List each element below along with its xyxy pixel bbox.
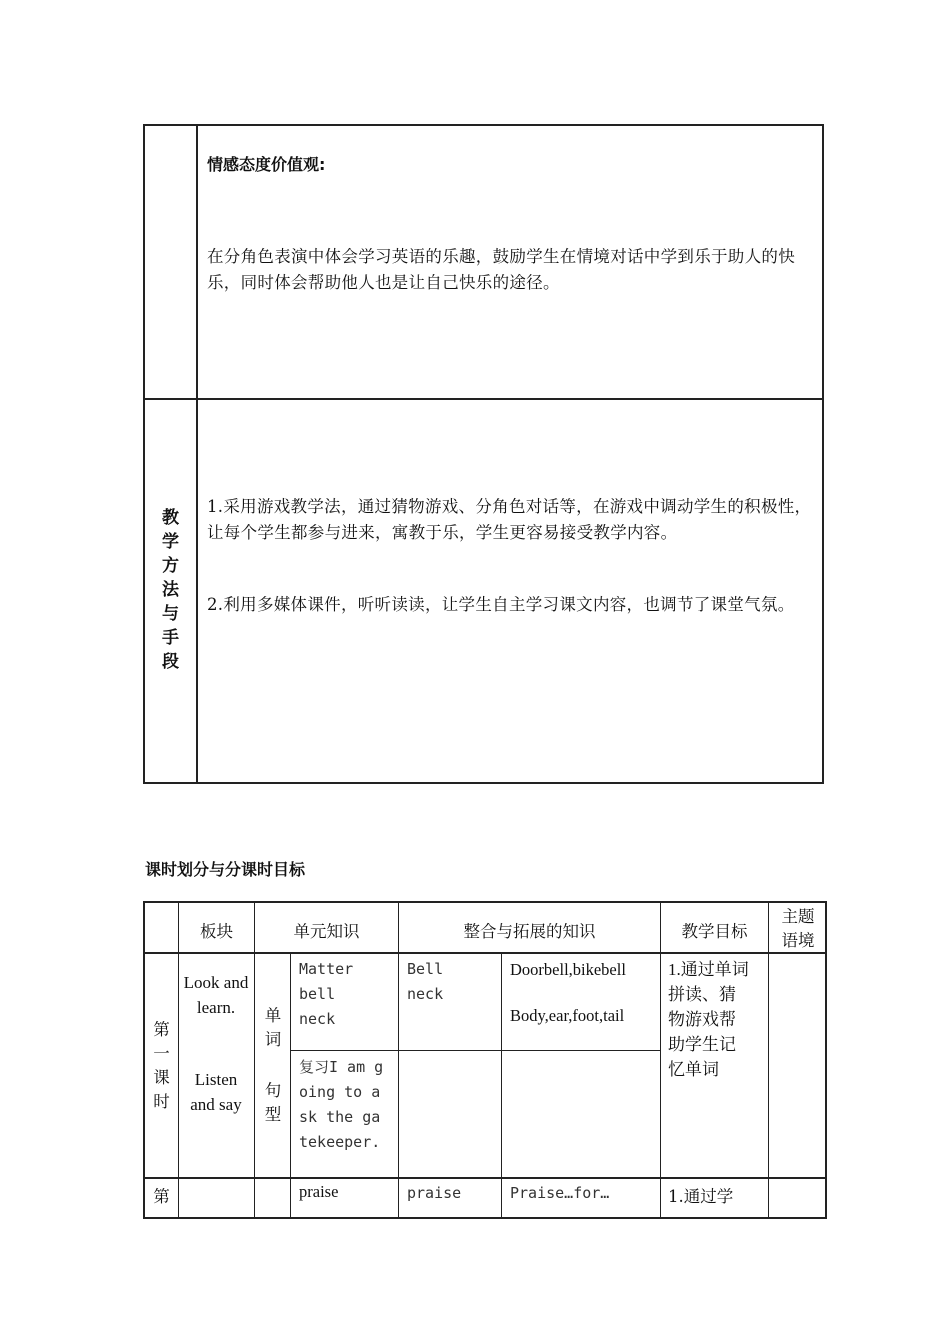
method-paragraph-1: 1.采用游戏教学法，通过猜物游戏、分角色对话等，在游戏中调动学生的积极性，让每个学生都参与进来，寓教于乐，学生更容易接受教学内容。	[207, 497, 812, 542]
lesson-table-vline	[254, 901, 255, 1219]
lesson1-block-look-learn: Look and learn.	[183, 973, 249, 1017]
lesson-table-vline	[660, 901, 661, 1219]
lesson1-words: Matter bell neck	[299, 960, 354, 1028]
lesson-table-border-bottom	[143, 1217, 827, 1219]
lesson-table-vline	[501, 952, 502, 1219]
word-label-char: 词	[264, 1030, 282, 1049]
lesson1-label	[145, 1018, 178, 1114]
lesson-table-vline	[290, 952, 291, 1219]
lesson-table-vline	[768, 901, 769, 1219]
lesson2-ext2: Praise…for…	[510, 1184, 610, 1202]
lesson-table-vline	[825, 901, 827, 1219]
lesson1-goal: 1.通过单词拼读、猜物游戏帮助学生记忆单词	[668, 960, 749, 1079]
upper-table-border-bottom	[143, 782, 824, 784]
lesson1-label-char: 一	[153, 1044, 170, 1063]
teaching-method-label	[145, 506, 196, 674]
lesson1-sentence: 复习I am going to ask the gatekeeper.	[299, 1058, 384, 1151]
word-label	[256, 1004, 290, 1052]
lesson1-label-char: 时	[153, 1092, 170, 1111]
lesson-table-vline	[398, 901, 399, 1219]
method-label-char: 教	[162, 508, 179, 528]
section-title: 课时划分与分课时目标	[145, 860, 306, 879]
header-theme-context: 主题语境	[781, 907, 815, 950]
attitude-paragraph: 在分角色表演中体会学习英语的乐趣，鼓励学生在情境对话中学到乐于助人的快乐，同时体会帮助他人也是让自己快乐的途径。	[207, 247, 795, 292]
method-paragraph-2: 2.利用多媒体课件，听听读读，让学生自主学习课文内容，也调节了课堂气氛。	[207, 595, 795, 614]
method-label-char: 学	[162, 532, 179, 552]
upper-table-border-right	[822, 124, 824, 784]
sentence-label-char: 句	[264, 1081, 282, 1100]
lesson1-label-char: 第	[153, 1020, 170, 1039]
lesson-table-inner-line	[290, 1050, 660, 1051]
upper-table-border-mid	[143, 398, 824, 400]
lesson2-ext1: praise	[407, 1184, 462, 1202]
lesson-table-border-top	[143, 901, 827, 903]
method-label-char: 段	[162, 652, 179, 672]
lesson1-label-char: 课	[153, 1068, 170, 1087]
header-teaching-goal: 教学目标	[681, 922, 748, 941]
upper-table-border-divider	[196, 124, 198, 784]
lesson1-words-ext2b: Body,ear,foot,tail	[510, 1006, 625, 1025]
sentence-label-char: 型	[264, 1105, 282, 1124]
attitude-heading: 情感态度价值观:	[207, 155, 326, 174]
method-label-char: 手	[162, 628, 179, 648]
lesson-table-vline	[178, 901, 179, 1219]
method-label-char: 法	[162, 580, 179, 600]
method-label-char: 与	[162, 604, 179, 624]
lesson2-words: praise	[299, 1182, 339, 1201]
lesson-table-header-line	[143, 952, 827, 954]
header-extended-knowledge: 整合与拓展的知识	[463, 922, 596, 941]
sentence-label	[256, 1079, 290, 1127]
upper-table-border-left	[143, 124, 145, 784]
word-label-char: 单	[264, 1006, 282, 1025]
lesson1-words-ext2a: Doorbell,bikebell	[510, 960, 626, 979]
lesson2-label: 第	[153, 1187, 170, 1206]
method-label-char: 方	[162, 556, 179, 576]
lesson1-block-listen-say: Listen and say	[190, 1070, 242, 1114]
header-unit-knowledge: 单元知识	[293, 922, 360, 941]
lesson1-words-ext1: Bell neck	[407, 960, 444, 1003]
header-block: 板块	[200, 922, 233, 941]
lesson2-goal: 1.通过学	[668, 1187, 734, 1206]
upper-table-border-top	[143, 124, 824, 126]
lesson-table-row-line	[143, 1177, 827, 1179]
